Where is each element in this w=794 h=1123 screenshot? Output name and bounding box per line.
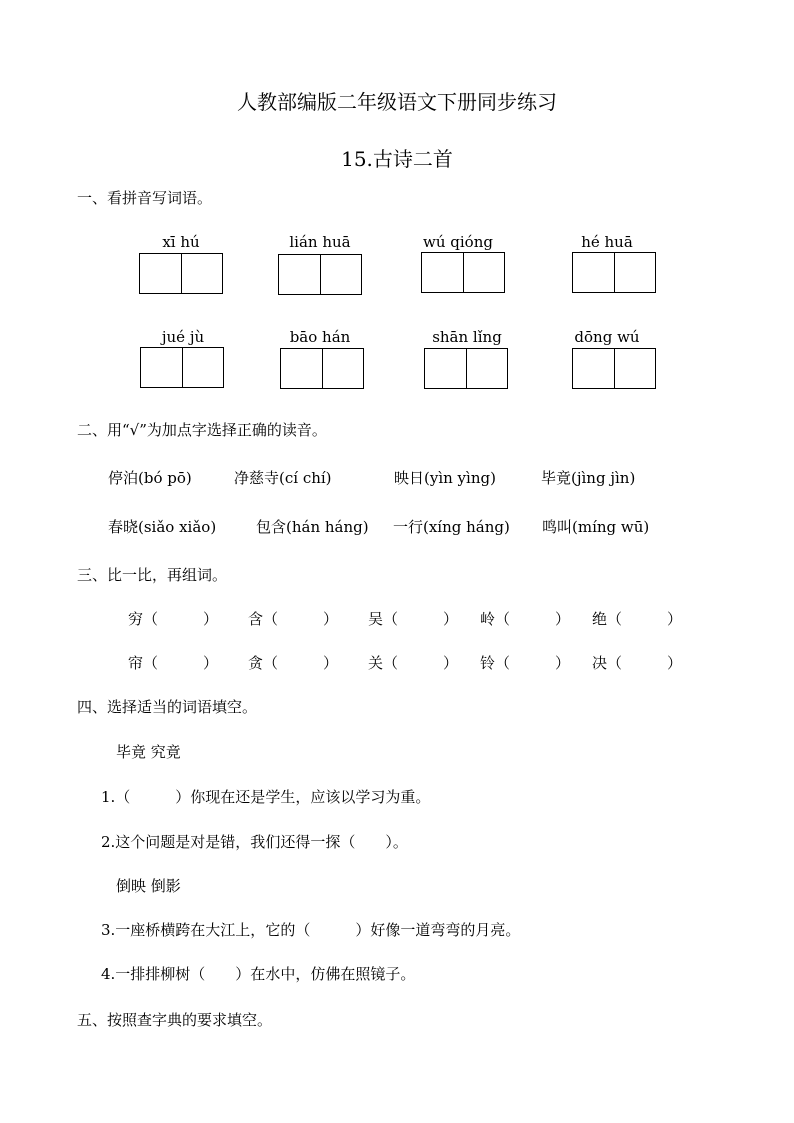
reading-option[interactable]: 毕竟(jìng jìn) [541,469,636,487]
compare-item[interactable]: 决（ ） [592,654,683,672]
word-options: 倒映 倒影 [116,877,181,895]
compare-item[interactable]: 帘（ ） [128,654,219,672]
compare-item[interactable]: 贪（ ） [248,654,339,672]
page-title: 人教部编版二年级语文下册同步练习 [237,90,557,114]
writing-box[interactable] [572,348,656,389]
compare-item[interactable]: 岭（ ） [480,610,571,628]
section-2-heading: 二、用“√”为加点字选择正确的读音。 [77,421,327,439]
writing-box[interactable] [140,347,224,388]
pinyin-label: lián huā [289,233,351,251]
compare-item[interactable]: 关（ ） [368,654,459,672]
compare-item[interactable]: 铃（ ） [480,654,571,672]
writing-box[interactable] [278,254,362,295]
writing-box[interactable] [421,252,505,293]
writing-box[interactable] [280,348,364,389]
pinyin-label: wú qióng [423,233,493,251]
pinyin-label: xī hú [162,233,200,251]
pinyin-label: hé huā [581,233,633,251]
word-options: 毕竟 究竟 [116,743,181,761]
pinyin-label: bāo hán [289,328,351,346]
pinyin-label: dōng wú [574,328,640,346]
compare-item[interactable]: 穷（ ） [128,610,219,628]
fill-question[interactable]: 1.（ ）你现在还是学生，应该以学习为重。 [101,788,431,806]
fill-question[interactable]: 4.一排排柳树（ ）在水中，仿佛在照镜子。 [101,965,416,983]
fill-question[interactable]: 3.一座桥横跨在大江上，它的（ ）好像一道弯弯的月亮。 [101,921,521,939]
section-5-heading: 五、按照查字典的要求填空。 [77,1011,273,1029]
section-1-heading: 一、看拼音写词语。 [77,189,213,207]
reading-option[interactable]: 包含(hán háng) [256,518,369,536]
reading-option[interactable]: 映日(yìn yìng) [394,469,496,487]
reading-option[interactable]: 鸣叫(míng wū) [542,518,650,536]
writing-box[interactable] [572,252,656,293]
compare-item[interactable]: 吴（ ） [368,610,459,628]
compare-item[interactable]: 绝（ ） [592,610,683,628]
reading-option[interactable]: 停泊(bó pō) [108,469,192,487]
page-subtitle: 15.古诗二首 [341,147,453,171]
fill-question[interactable]: 2.这个问题是对是错，我们还得一探（ ）。 [101,833,408,851]
pinyin-label: jué jù [161,328,205,346]
reading-option[interactable]: 一行(xíng háng) [393,518,510,536]
writing-box[interactable] [139,253,223,294]
pinyin-label: shān lǐng [432,328,502,346]
section-3-heading: 三、比一比，再组词。 [77,566,228,584]
compare-item[interactable]: 含（ ） [248,610,339,628]
reading-option[interactable]: 净慈寺(cí chí) [234,469,332,487]
writing-box[interactable] [424,348,508,389]
reading-option[interactable]: 春晓(siǎo xiǎo) [108,518,217,536]
section-4-heading: 四、选择适当的词语填空。 [77,698,258,716]
